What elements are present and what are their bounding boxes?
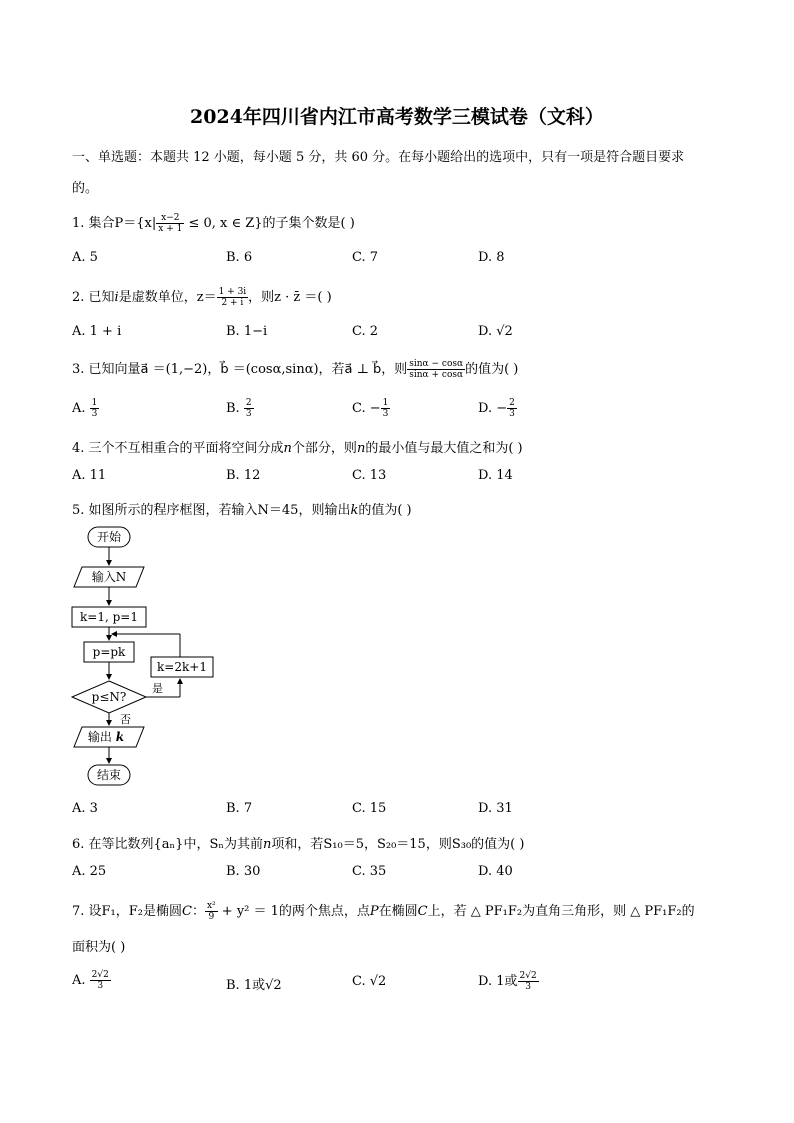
flow-update-label: k=2k+1 <box>157 660 207 674</box>
q7-option-d-label: D. 1或 <box>478 974 518 989</box>
q4-option-a: A. 11 <box>72 468 107 483</box>
q7-option-a-den: 3 <box>97 981 104 991</box>
q7-option-d-fraction <box>518 971 539 992</box>
q6-option-d: D. 40 <box>478 864 513 879</box>
flow-assign-label: p=pk <box>92 645 126 659</box>
q2-option-c: C. 2 <box>352 324 379 339</box>
flow-output-label <box>88 729 124 744</box>
section-header-line1: 一、单选题：本题共 12 小题，每小题 5 分，共 60 分。在每小题给出的选项中，只有一项是符合题目要求 <box>72 150 685 165</box>
flow-output-k: k <box>115 730 125 744</box>
q3-option-b-label: B. <box>226 401 244 416</box>
q2-text-b: 是虚数单位，z＝ <box>118 290 217 305</box>
section-header-line2: 的。 <box>72 181 99 196</box>
flow-start-label: 开始 <box>96 530 122 544</box>
question-1 <box>72 212 355 234</box>
q7-var-c1: C <box>182 904 192 919</box>
q5-text-b: 的值为( ) <box>358 503 412 518</box>
q7-option-d <box>478 970 539 992</box>
q3-option-a-den: 3 <box>91 409 98 419</box>
q1-option-a: A. 5 <box>72 250 98 265</box>
q7-option-d-num: 2√2 <box>519 971 537 981</box>
q3-option-b-den: 3 <box>245 409 252 419</box>
question-7 <box>72 900 695 922</box>
q1-option-d: D. 8 <box>478 250 505 265</box>
q3-numerator: sinα − cosα <box>409 359 464 369</box>
q7-option-d-den: 3 <box>525 982 531 992</box>
q7-option-a <box>72 970 111 991</box>
q3-option-c-den: 3 <box>382 409 389 419</box>
q7-text-e: 上，若 △ PF₁F₂为直角三角形，则 △ PF₁F₂的 <box>427 904 695 919</box>
q7-text-b: ： <box>191 904 205 919</box>
flow-input-label: 输入N <box>91 570 127 584</box>
q3-option-d-label: D. − <box>478 401 508 416</box>
flow-end-label: 结束 <box>96 768 122 782</box>
q7-option-a-label: A. <box>72 973 90 988</box>
q3-fraction <box>407 359 465 380</box>
q6-option-c: C. 35 <box>352 864 387 879</box>
q5-var-k: k <box>350 503 359 518</box>
question-3 <box>72 358 518 380</box>
q6-var-n: n <box>262 837 272 852</box>
q6-text-b: 项和，若S₁₀＝5，S₂₀＝15，则S₃₀的值为( ) <box>271 837 525 852</box>
q3-option-b <box>226 398 254 419</box>
q5-option-b: B. 7 <box>226 801 253 816</box>
q1-pre: 1. 集合P＝{x| <box>72 216 157 231</box>
flow-yes-label: 是 <box>152 682 163 695</box>
q6-option-b: B. 30 <box>226 864 261 879</box>
q3-option-d <box>478 398 517 419</box>
q4-option-b: B. 12 <box>226 468 261 483</box>
q2-option-b: B. 1−i <box>226 324 268 339</box>
q5-option-d: D. 31 <box>478 801 513 816</box>
q3-option-a-label: A. <box>72 401 90 416</box>
q7-line2: 面积为( ) <box>72 940 126 955</box>
q6-text-a: 6. 在等比数列{aₙ}中，Sₙ为其前 <box>72 837 263 852</box>
q7-denominator: 9 <box>208 912 215 922</box>
q3-option-a <box>72 398 99 419</box>
flowchart <box>60 522 230 792</box>
q7-var-p: P <box>369 904 379 919</box>
q1-numerator: x−2 <box>156 213 184 224</box>
q3-text-a: 3. 已知向量a⃗ ＝(1,−2)，b⃗ ＝(cosα,sinα)，若a⃗ ⊥ b⃗，则 <box>72 362 408 377</box>
q5-option-c: C. 15 <box>352 801 387 816</box>
flow-no-label: 否 <box>120 713 131 726</box>
q3-option-b-fraction <box>244 398 254 419</box>
q7-text-d: 在椭圆 <box>378 904 418 919</box>
q7-option-c: C. √2 <box>352 974 387 989</box>
q1-post: ≤ 0, x ∈ Z}的子集个数是( ) <box>184 216 355 231</box>
q2-numerator: 1 + 3i <box>218 287 247 297</box>
q4-text-c: 的最小值与最大值之和为( ) <box>365 441 523 456</box>
q3-option-c-label: C. − <box>352 401 381 416</box>
q7-numerator: x² <box>206 901 216 911</box>
q3-option-a-fraction <box>90 398 100 419</box>
q7-var-c2: C <box>417 904 428 919</box>
q3-denominator: sinα + cosα <box>409 370 464 380</box>
q1-option-c: C. 7 <box>352 250 379 265</box>
question-6 <box>72 833 524 852</box>
q5-option-a: A. 3 <box>72 801 98 816</box>
q3-text-b: 的值为( ) <box>465 362 519 377</box>
q3-option-c-num: 1 <box>382 398 389 408</box>
question-5 <box>72 499 412 518</box>
page-title: 2024年四川省内江市高考数学三模试卷（文科） <box>190 106 604 128</box>
q2-option-a: A. 1 + i <box>72 324 122 339</box>
q2-denominator: 2 + i <box>221 298 244 308</box>
q2-text-c: ，则z · z̄ ＝( ) <box>248 290 332 305</box>
question-4 <box>72 437 523 456</box>
q7-text-c: + y² ＝ 1的两个焦点，点 <box>217 904 370 919</box>
q3-option-a-num: 1 <box>91 398 98 408</box>
q4-text-a: 4. 三个不互相重合的平面将空间分成 <box>72 441 284 456</box>
q3-option-d-num: 2 <box>509 398 515 408</box>
q1-fraction <box>156 213 184 234</box>
q7-text-a: 7. 设F₁，F₂是椭圆 <box>72 904 182 919</box>
q4-text-b: 个部分，则 <box>291 441 357 456</box>
question-2 <box>72 286 332 308</box>
q1-option-b: B. 6 <box>226 250 253 265</box>
q5-text-a: 5. 如图所示的程序框图，若输入N＝45，则输出 <box>72 503 351 518</box>
q2-imag-unit: i <box>114 290 119 305</box>
flow-init-label: k=1, p=1 <box>80 610 138 624</box>
q3-option-b-num: 2 <box>245 398 252 408</box>
q7-option-a-fraction <box>90 970 111 991</box>
q4-var-n2: n <box>356 441 366 456</box>
flow-output-text: 输出 <box>87 730 116 744</box>
q1-denominator: x + 1 <box>158 224 183 234</box>
q4-var-n1: n <box>283 441 292 456</box>
q6-option-a: A. 25 <box>72 864 107 879</box>
q3-option-d-fraction <box>507 398 517 419</box>
q3-option-c <box>352 398 390 419</box>
flow-condition-label: p≤N? <box>91 690 127 704</box>
q3-option-c-fraction <box>381 398 391 419</box>
q4-option-c: C. 13 <box>352 468 387 483</box>
q7-option-a-num: 2√2 <box>91 970 109 980</box>
q2-text-a: 2. 已知 <box>72 290 115 305</box>
q7-option-b: B. 1或√2 <box>226 978 282 993</box>
q4-option-d: D. 14 <box>478 468 513 483</box>
q7-fraction <box>205 901 218 922</box>
q2-fraction <box>217 287 249 308</box>
q2-option-d: D. √2 <box>478 324 513 339</box>
q3-option-d-den: 3 <box>509 409 515 419</box>
